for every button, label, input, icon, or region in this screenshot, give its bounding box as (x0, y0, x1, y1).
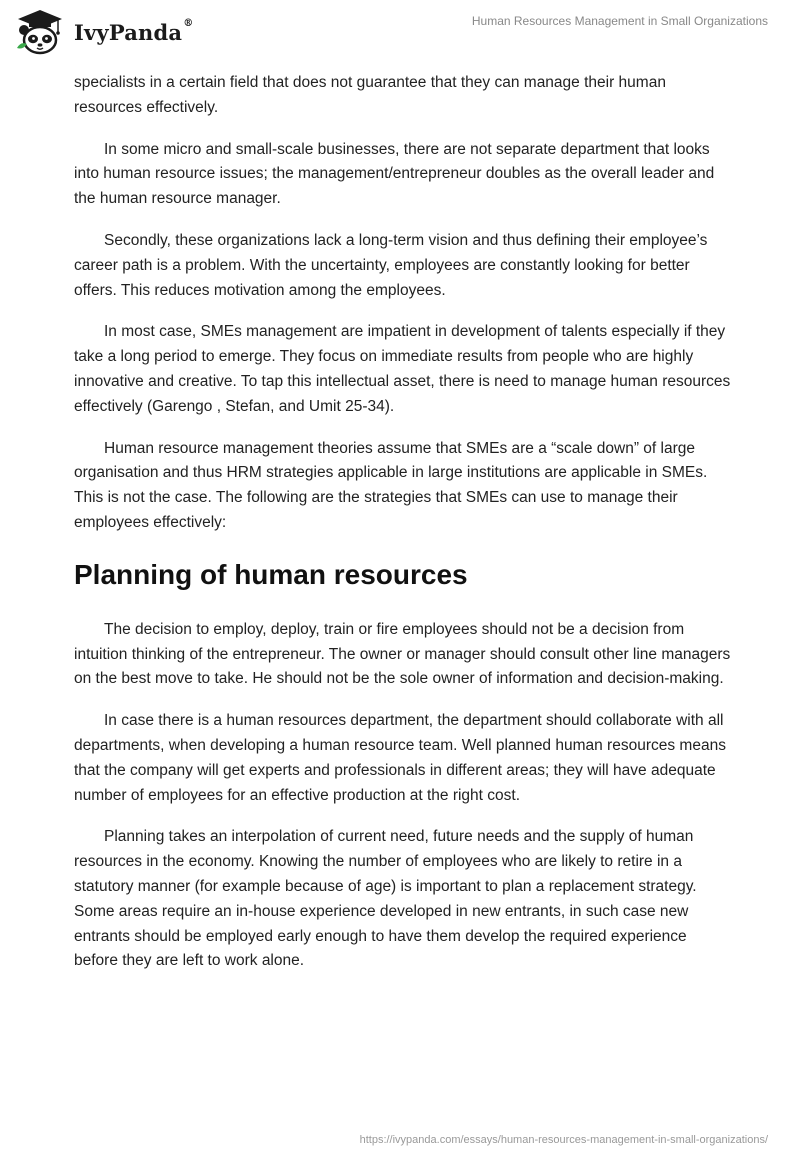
panda-graduate-icon (14, 8, 66, 56)
page-header (0, 0, 800, 60)
essay-body (74, 71, 734, 991)
paragraph: Human resource management theories assume that SMEs are a “scale down” of large organisation and thus HRM strategies applicable in large institutions are applicable in SMEs. This is not the case. The following are the strategies that SMEs can use to manage their employees effectively: (74, 439, 708, 531)
paragraph: In case there is a human resources department, the department should collaborate with all departments, when developing a human resource team. Well planned human resources means that the company will get experts and professionals in different areas; they will have adequate number of employees for an effective production at the right cost. (74, 712, 726, 804)
paragraph: specialists in a certain field that does not guarantee that they can manage their human resources effectively. (74, 74, 666, 116)
section-heading: Planning of human resources (74, 558, 468, 590)
paragraph: Planning takes an interpolation of current need, future needs and the supply of human resources in the economy. Knowing the number of employees who are likely to retire in a statutory manner (for example because of age) is important to plan a replacement strategy. Some areas require an in-house experience developed in new entrants, in such case new entrants should be employed early enough to have them develop the required experience before they are left to work alone. (74, 828, 697, 970)
paragraph: The decision to employ, deploy, train or fire employees should not be a decision from intuition thinking of the entrepreneur. The owner or manager should consult other line managers on the best move to take. He should not be the sole owner of information and decision-making. (74, 620, 731, 688)
registered-mark: ® (183, 17, 194, 29)
paragraph: In most case, SMEs management are impatient in development of talents especially if they take a long period to emerge. They focus on immediate results from people who are highly innovative and creative. To tap this intellectual asset, there is need to manage human resources effectively (Garengo , Stefan, and Umit 25-34). (74, 323, 731, 415)
paragraph: Secondly, these organizations lack a long-term vision and thus defining their employee’s career path is a problem. With the uncertainty, employees are constantly looking for better offers. This reduces motivation among the employees. (74, 231, 708, 299)
document-title: Human Resources Management in Small Organizations (471, 14, 768, 28)
paragraph: In some micro and small-scale businesses, there are not separate department that looks into human resource issues; the management/entrepreneur doubles as the overall leader and the human resource manager. (74, 140, 715, 208)
brand-name: IvyPanda® (74, 17, 194, 45)
source-url[interactable]: https://ivypanda.com/essays/human-resources-management-in-small-organizations/ (359, 1134, 768, 1146)
brand-logo[interactable] (14, 8, 193, 56)
